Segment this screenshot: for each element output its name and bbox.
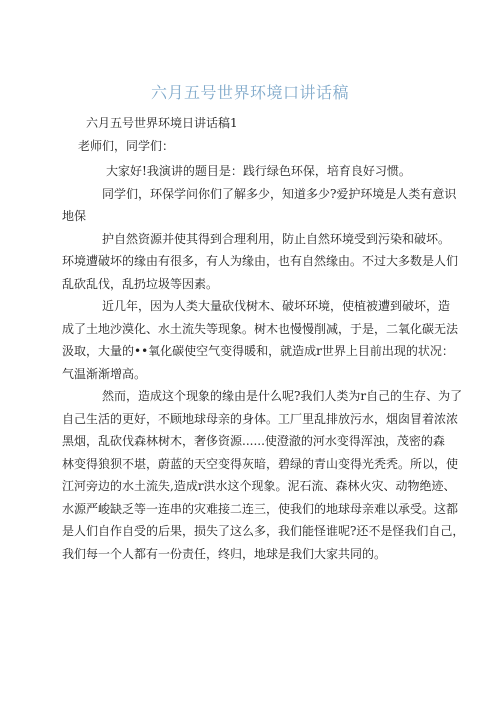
text-line: 环境遭破坏的缘由有很多，有人为缘由，也有自然缘由。不过大多数是人们	[62, 254, 459, 268]
document-body	[62, 160, 465, 565]
text-line: 成了土地沙漠化、水土流失等现象。树木也慢慢削减，于是，二氧化碳无法	[62, 321, 459, 336]
text-line: 乱砍乱伐，乱扔垃圾等因素。	[62, 276, 219, 291]
text-line: 然而，造成这个现象的缘由是什么呢?我们人类为r自己的生存、为了	[102, 389, 463, 403]
page-title: 六月五号世界环境口讲话稿	[150, 83, 349, 102]
text-line: 是人们自作自受的后果，损失了这么多，我们能怪谁呢?还不是怪我们自己，	[62, 524, 465, 538]
text-line: 我们每一个人都有一份责任，终归，地球是我们大家共同的。	[62, 546, 387, 561]
document-subtitle: 六月五号世界环境日讲话稿1	[86, 116, 238, 130]
greeting: 老师们，同学们：	[78, 139, 175, 153]
text-line: 林变得狼狈不堪，蔚蓝的天空变得灰暗，碧绿的青山变得光秃秃。所以，使	[62, 456, 459, 471]
text-line: 自己生活的更好，不顾地球母亲的身体。工厂里乱排放污水，烟囱冒着浓浓	[62, 411, 459, 426]
text-line: 汲取，大量的••氧化碳使空气变得暖和，就造成r世界上目前出现的状况：	[62, 344, 454, 358]
text-line: 江河旁边的水土流失,造成r洪水这个现象。泥石流、森林火灾、动物绝迹、	[62, 479, 456, 493]
text-line: 水源严峻缺乏等一连串的灾难接二连三，使我们的地球母亲难以承受。这都	[62, 501, 459, 516]
text-line: 护自然资源并使其得到合理利用，防止自然环境受到污染和破坏。	[102, 231, 451, 246]
text-line: 黑烟，乱砍伐森林树木，奢侈资源......使澄澈的河水变得浑浊，茂密的森	[62, 434, 445, 448]
text-line: 大家好!我演讲的题目是：践行绿色环保，培育良好习惯。	[106, 164, 411, 178]
text-line: 地保	[62, 209, 87, 223]
text-line: 近几年，因为人类大量砍伐树木、破坏环境，使植被遭到破坏，造	[102, 299, 451, 313]
text-line: 同学们，环保学问你们了解多少，知道多少?爱护环境是人类有意识	[102, 186, 457, 201]
text-line: 气温渐渐增高。	[62, 366, 147, 381]
